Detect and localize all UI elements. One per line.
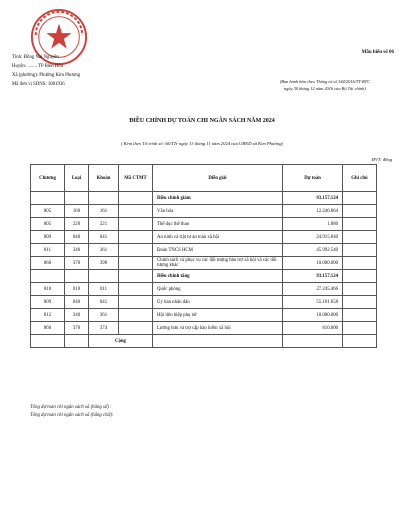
cell-amount: 10.000.000 bbox=[283, 309, 343, 322]
col-khoan: Khoản bbox=[89, 165, 119, 192]
cell-desc: Điều chỉnh tăng bbox=[153, 270, 283, 283]
commune-line: Xã (phường): Phường Kim Phượng bbox=[12, 73, 81, 78]
cell-loai: 370 bbox=[65, 322, 89, 335]
cell-note bbox=[343, 231, 377, 244]
table-row bbox=[31, 283, 377, 296]
cell-desc: Thể dục thể thao bbox=[153, 218, 283, 231]
cell-note bbox=[343, 322, 377, 335]
table-row bbox=[31, 205, 377, 218]
cell-ctmt bbox=[119, 283, 153, 296]
col-amount: Dự toán bbox=[283, 165, 343, 192]
cell-loai: 160 bbox=[65, 205, 89, 218]
col-chuong: Chương bbox=[31, 165, 65, 192]
cell-khoan: 398 bbox=[89, 257, 119, 270]
cell-loai bbox=[65, 270, 89, 283]
cell-chuong: 860 bbox=[31, 257, 65, 270]
cell-desc: Chính sách và phục vụ các đối tượng bảo trợ xã hội và các đối tượng khác bbox=[153, 257, 283, 270]
cell-amount: 27.245.466 bbox=[283, 283, 343, 296]
form-number bbox=[362, 50, 394, 55]
cell-amount: 93.157.124 bbox=[283, 270, 343, 283]
cell-ctmt bbox=[119, 218, 153, 231]
cell-khoan: 011 bbox=[89, 283, 119, 296]
budget-table bbox=[30, 164, 377, 348]
cell-note bbox=[343, 283, 377, 296]
cell-loai: 010 bbox=[65, 283, 89, 296]
cell-desc: Quốc phòng bbox=[153, 283, 283, 296]
total-in-numbers: Tổng dự toán chi ngân sách xã (bằng số) : bbox=[30, 405, 112, 410]
cell-ctmt bbox=[119, 270, 153, 283]
total-cell bbox=[65, 335, 89, 348]
cell-ctmt bbox=[119, 205, 153, 218]
cell-loai bbox=[65, 192, 89, 205]
cell-loai: 340 bbox=[65, 244, 89, 257]
currency-unit: ĐVT: đồng bbox=[371, 157, 392, 162]
document-page bbox=[6, 6, 398, 495]
col-ctmt: Mã CTMT bbox=[119, 165, 153, 192]
cell-ctmt bbox=[119, 309, 153, 322]
cell-loai: 220 bbox=[65, 218, 89, 231]
cell-amount: 12.246.864 bbox=[283, 205, 343, 218]
cell-chuong: 811 bbox=[31, 244, 65, 257]
cell-loai: 340 bbox=[65, 309, 89, 322]
cell-desc: Văn hóa bbox=[153, 205, 283, 218]
total-cell bbox=[343, 335, 377, 348]
table-row bbox=[31, 218, 377, 231]
total-row bbox=[31, 335, 377, 348]
agency-header bbox=[12, 53, 80, 89]
cell-desc: Hội liên hiệp phụ nữ bbox=[153, 309, 283, 322]
cell-desc: Ủy ban nhân dân bbox=[153, 296, 283, 309]
cell-chuong: 809 bbox=[31, 231, 65, 244]
cell-chuong: 809 bbox=[31, 296, 65, 309]
cell-note bbox=[343, 244, 377, 257]
cell-khoan: 361 bbox=[89, 244, 119, 257]
cell-khoan: 221 bbox=[89, 218, 119, 231]
cell-chuong: 805 bbox=[31, 205, 65, 218]
province-line: Tỉnh: Đồng Nai Nguyên bbox=[12, 55, 59, 60]
table-row bbox=[31, 322, 377, 335]
cell-chuong: 805 bbox=[31, 218, 65, 231]
cell-ctmt bbox=[119, 192, 153, 205]
cell-ctmt bbox=[119, 296, 153, 309]
form-number-label: Mẫu biểu số 06 bbox=[361, 50, 394, 55]
cell-chuong bbox=[31, 192, 65, 205]
table-row bbox=[31, 192, 377, 205]
total-label: Cộng bbox=[89, 335, 153, 348]
cell-ctmt bbox=[119, 244, 153, 257]
cell-amount: 1.880 bbox=[283, 218, 343, 231]
total-in-words: Tổng dự toán chi ngân sách xã (bằng chữ): bbox=[30, 413, 114, 418]
totals-footer bbox=[30, 404, 113, 420]
table-row bbox=[31, 270, 377, 283]
cell-loai: 040 bbox=[65, 231, 89, 244]
cell-khoan: 041 bbox=[89, 296, 119, 309]
table-row bbox=[31, 257, 377, 270]
issuance-note bbox=[280, 78, 370, 92]
cell-amount: 810.000 bbox=[283, 322, 343, 335]
table-header-row bbox=[31, 165, 377, 192]
unit-code-line: Mã đơn vị SDNS: 1081936 bbox=[12, 82, 65, 87]
col-loai: Loại bbox=[65, 165, 89, 192]
cell-ctmt bbox=[119, 231, 153, 244]
issuance-line-2: ngày 30 tháng 12 năm 2016 của Bộ Tài chính) bbox=[283, 86, 366, 91]
cell-amount: 45.992.540 bbox=[283, 244, 343, 257]
total-cell bbox=[31, 335, 65, 348]
document-subtitle: ( Kèm theo Tờ trình số: 66/TTr ngày 13 tháng 11 năm 2024 của UBND xã Kim Phượng) bbox=[120, 141, 284, 146]
cell-khoan: 041 bbox=[89, 231, 119, 244]
cell-khoan bbox=[89, 270, 119, 283]
table-row bbox=[31, 231, 377, 244]
cell-chuong: 810 bbox=[31, 283, 65, 296]
issuance-line-1: (Ban hành kèm theo Thông tư số 344/2016/TT-BTC bbox=[279, 79, 370, 84]
total-cell bbox=[283, 335, 343, 348]
cell-desc: Đoàn TNCS HCM bbox=[153, 244, 283, 257]
cell-khoan: 361 bbox=[89, 309, 119, 322]
cell-note bbox=[343, 192, 377, 205]
document-title: ĐIỀU CHỈNH DỰ TOÁN CHI NGÂN SÁCH NĂM 2024 bbox=[129, 118, 275, 124]
cell-desc: An ninh và trật tự an toàn xã hội bbox=[153, 231, 283, 244]
cell-note bbox=[343, 257, 377, 270]
cell-ctmt bbox=[119, 257, 153, 270]
cell-note bbox=[343, 270, 377, 283]
cell-loai: 040 bbox=[65, 296, 89, 309]
cell-desc: Lương hưu và trợ cấp bảo hiểm xã hội bbox=[153, 322, 283, 335]
table-row bbox=[31, 296, 377, 309]
cell-note bbox=[343, 205, 377, 218]
cell-chuong: 812 bbox=[31, 309, 65, 322]
total-cell bbox=[153, 335, 283, 348]
cell-chuong: 860 bbox=[31, 322, 65, 335]
cell-chuong bbox=[31, 270, 65, 283]
cell-note bbox=[343, 309, 377, 322]
cell-note bbox=[343, 296, 377, 309]
table-row bbox=[31, 309, 377, 322]
cell-desc: Điều chỉnh giảm bbox=[153, 192, 283, 205]
cell-ctmt bbox=[119, 322, 153, 335]
cell-note bbox=[343, 218, 377, 231]
cell-amount: 55.101.658 bbox=[283, 296, 343, 309]
cell-khoan: 374 bbox=[89, 322, 119, 335]
district-line: Huyện: ........ TP Biên Hòa bbox=[12, 64, 63, 69]
col-note: Ghi chú bbox=[343, 165, 377, 192]
cell-amount: 10.000.000 bbox=[283, 257, 343, 270]
table-row bbox=[31, 244, 377, 257]
col-description: Diễn giải bbox=[153, 165, 283, 192]
cell-amount: 93.157.124 bbox=[283, 192, 343, 205]
cell-khoan: 161 bbox=[89, 205, 119, 218]
cell-loai: 370 bbox=[65, 257, 89, 270]
cell-khoan bbox=[89, 192, 119, 205]
cell-amount: 24.915.840 bbox=[283, 231, 343, 244]
